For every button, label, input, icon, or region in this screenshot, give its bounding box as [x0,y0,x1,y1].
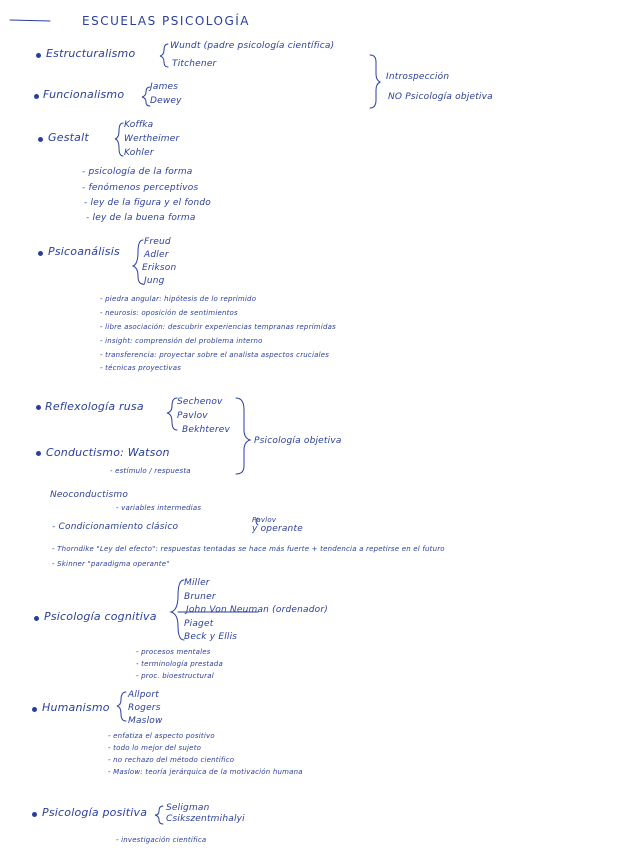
psicoanalisis-author: Jung [144,276,165,286]
psicoanalisis-author: Freud [144,237,171,247]
gestalt-author: Wertheimer [124,134,180,144]
gestalt-label: Gestalt [48,131,89,144]
cognitiva-label: Psicología cognitiva [44,610,157,623]
bullet-dot [34,616,39,621]
neoconductismo-note: - Condicionamiento clásico [52,522,179,532]
bullet-dot [32,707,37,712]
funcionalismo-brace [142,87,150,106]
bullet-dot [36,405,41,410]
gestalt-author: Koffka [124,120,154,130]
estructuralismo-author: Wundt (padre psicología científica) [170,41,335,51]
neoconductismo-note: - Skinner "paradigma operante" [52,560,170,568]
cognitiva-note: - procesos mentales [136,648,211,656]
estructuralismo-label: Estructuralismo [46,47,136,60]
bullet-dot [38,137,43,142]
no-objetiva-label: NO Psicología objetiva [388,92,493,102]
cognitiva-author: Miller [184,578,210,588]
psicoanalisis-note: - neurosis: oposición de sentimientos [100,309,238,317]
cognitiva-brace [171,580,184,640]
bullet-dot [36,451,41,456]
psicoanalisis-author: Adler [144,250,169,260]
cognitiva-author: Piaget [184,619,214,629]
funcionalismo-author: Dewey [150,96,182,106]
positiva-author: Seligman [166,803,210,813]
reflexologia-author: Sechenov [177,397,223,407]
cognitiva-note: - terminología prestada [136,660,223,668]
gestalt-note: - ley de la figura y el fondo [84,198,211,208]
cognitiva-author: Beck y Ellis [184,632,238,642]
gestalt-author: Kohler [124,148,154,158]
neoconductismo-label: Neoconductismo [50,490,129,500]
neoconductismo-note: - Thorndike "Ley del efecto": respuestas tentadas se hace más fuerte + tendencia a repetirse en el futuro [52,545,445,553]
gestalt-brace [115,123,123,156]
pavlov-annotation: Pavlov [252,516,277,524]
reflexologia-author: Bekhterev [182,425,231,435]
objetiva-label: Psicología objetiva [254,436,342,446]
psicoanalisis-note: - insight: comprensión del problema interno [100,337,263,345]
humanismo-author: Rogers [128,703,161,713]
humanismo-author: Allport [128,690,160,700]
conductismo-note: - estímulo / respuesta [110,467,191,475]
introspeccion-brace [370,55,380,108]
bullet-dot [36,53,41,58]
humanismo-note: - todo lo mejor del sujeto [108,744,202,752]
reflexologia-label: Reflexología rusa [45,400,144,413]
cognitiva-author: John Von Neuman (ordenador) [186,605,328,615]
psicoanalisis-note: - piedra angular: hipótesis de lo reprimido [100,295,257,303]
reflexologia-author: Pavlov [177,411,208,421]
psicoanalisis-note: - transferencia: proyectar sobre el analista aspectos cruciales [100,351,330,359]
page-title: ESCUELAS PSICOLOGÍA [82,14,251,28]
psicoanalisis-brace [133,240,143,284]
funcionalismo-label: Funcionalismo [43,88,125,101]
positiva-label: Psicología positiva [42,806,148,819]
psicoanalisis-note: - técnicas proyectivas [100,364,182,372]
bullet-dot [32,812,37,817]
positiva-brace [155,806,163,824]
humanismo-note: - no rechazo del método científico [108,756,235,764]
positiva-author: Csikszentmihalyi [166,814,245,824]
psicoanalisis-author: Erikson [142,263,177,273]
conductismo-label: Conductismo: Watson [46,446,170,459]
humanismo-note: - Maslow: teoría jerárquica de la motivación humana [108,768,303,776]
humanismo-author: Maslow [128,716,163,726]
introspeccion-label: Introspección [386,72,450,82]
psicoanalisis-label: Psicoanálisis [48,245,120,258]
positiva-note: - investigación científica [116,836,207,844]
humanismo-note: - enfatiza el aspecto positivo [108,732,215,740]
bullet-dot [34,94,39,99]
humanismo-brace [117,692,126,721]
psicoanalisis-note: - libre asociación: descubrir experiencias tempranas reprimidas [100,323,336,331]
gestalt-note: - ley de la buena forma [86,213,196,223]
estructuralismo-brace [160,44,168,67]
cognitiva-note: - proc. bioestructural [136,672,214,680]
humanismo-label: Humanismo [42,701,110,714]
gestalt-note: - fenómenos perceptivos [82,183,199,193]
neoconductismo-note: - variables intermedias [116,504,202,512]
neoconductismo-note: y operante [252,524,303,534]
gestalt-note: - psicología de la forma [82,167,193,177]
objetiva-brace [236,398,250,474]
reflexologia-brace [167,398,177,430]
cognitiva-author: Bruner [184,592,216,602]
bullet-dot [38,251,43,256]
funcionalismo-author: James [150,82,179,92]
estructuralismo-author: Titchener [172,59,217,69]
margin-scribble-line [10,20,50,21]
